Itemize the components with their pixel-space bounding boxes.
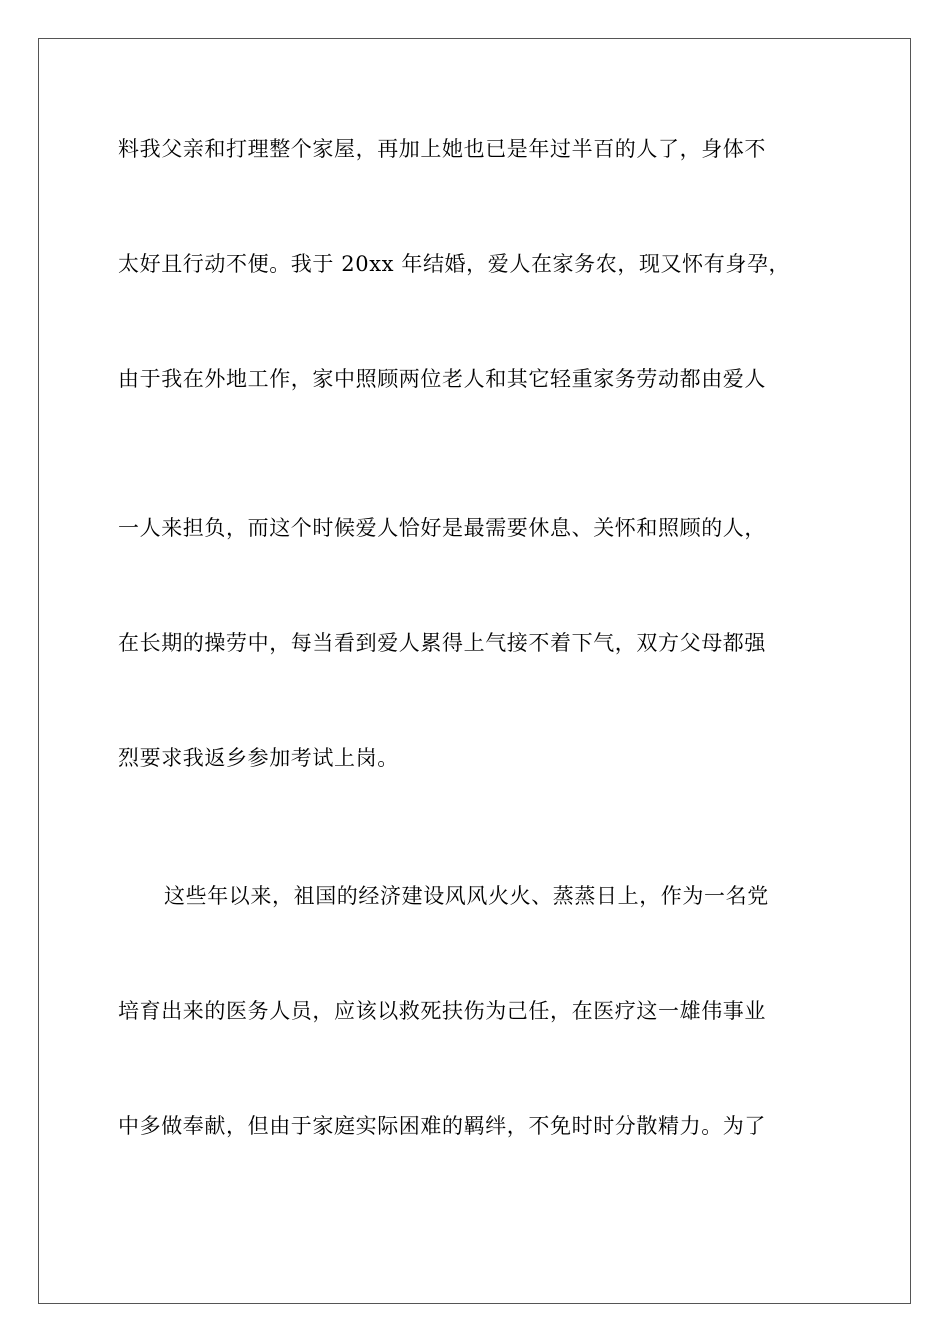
text-line-6: 烈要求我返乡参加考试上岗。 — [118, 746, 399, 770]
text-line-1: 料我父亲和打理整个家屋，再加上她也已是年过半百的人了，身体不 — [118, 137, 766, 161]
text-line-4: 一人来担负，而这个时候爱人恰好是最需要休息、关怀和照顾的人， — [118, 516, 766, 540]
text-line-3: 由于我在外地工作，家中照顾两位老人和其它轻重家务劳动都由爱人 — [118, 367, 766, 391]
paragraph-2-first-line: 这些年以来，祖国的经济建设风风火火、蒸蒸日上，作为一名党 — [164, 884, 769, 908]
text-line-2: 太好且行动不便。我于 20xx 年结婚，爱人在家务农，现又怀有身孕， — [118, 252, 791, 276]
text-line-5: 在长期的操劳中，每当看到爱人累得上气接不着下气，双方父母都强 — [118, 631, 766, 655]
text-line-9: 中多做奉献，但由于家庭实际困难的羁绊，不免时时分散精力。为了 — [118, 1114, 766, 1138]
text-line-8: 培育出来的医务人员，应该以救死扶伤为己任，在医疗这一雄伟事业 — [118, 999, 766, 1023]
